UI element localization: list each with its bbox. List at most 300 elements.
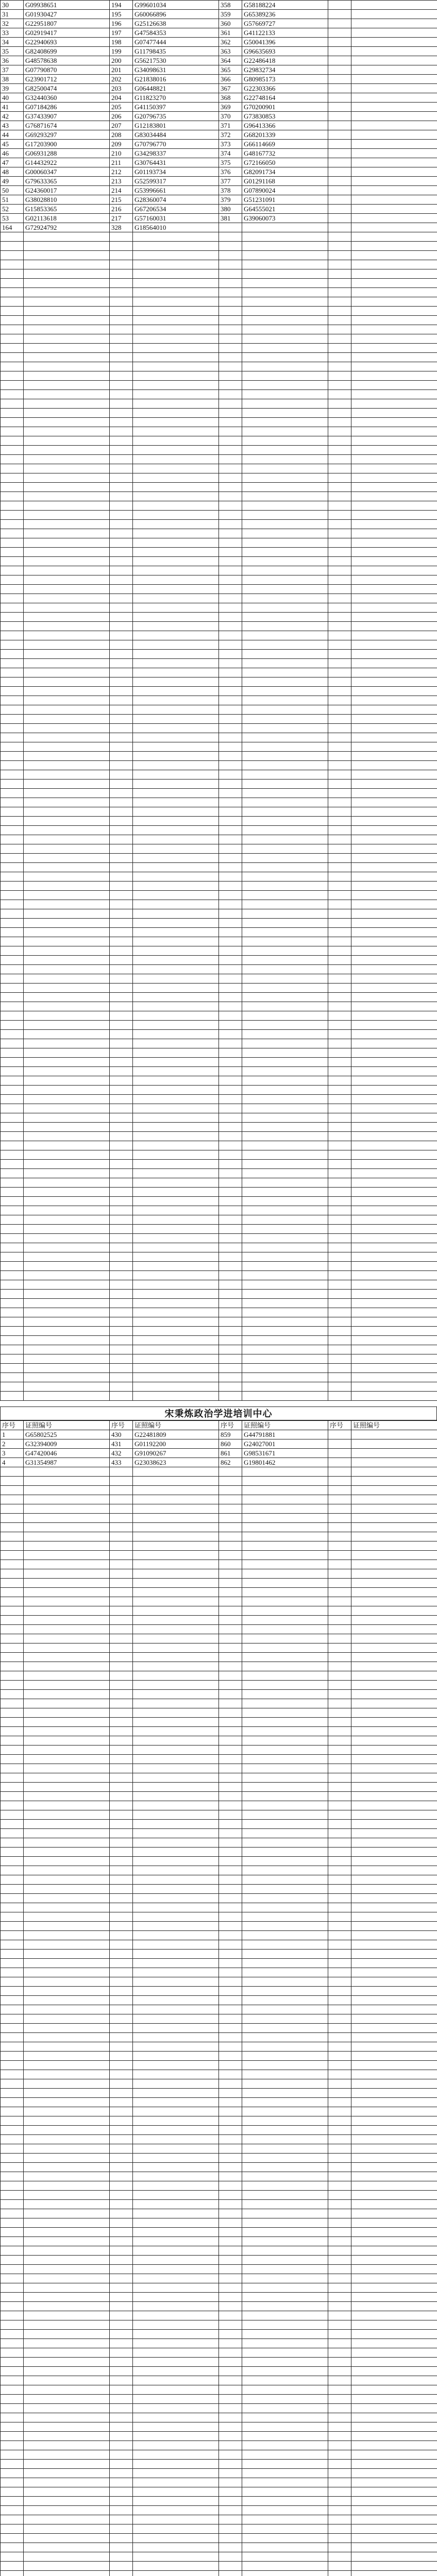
certificate-number-cell xyxy=(351,2033,437,2042)
serial-number-cell xyxy=(328,835,351,844)
certificate-number-cell xyxy=(24,1076,110,1086)
serial-number-cell xyxy=(219,1345,242,1354)
serial-number-cell xyxy=(328,2487,351,2497)
certificate-number-cell xyxy=(24,2330,110,2339)
serial-number-cell xyxy=(328,1169,351,1178)
serial-number-cell xyxy=(110,501,133,511)
column-header-no: 序号 xyxy=(1,1421,24,1430)
table-row xyxy=(1,511,437,520)
certificate-number-cell xyxy=(133,1810,219,1820)
serial-number-cell xyxy=(1,2506,24,2515)
serial-number-cell xyxy=(1,1950,24,1959)
certificate-number-cell xyxy=(24,1792,110,1801)
serial-number-cell xyxy=(1,1504,24,1514)
certificate-number-cell xyxy=(24,872,110,882)
serial-number-cell xyxy=(328,677,351,687)
serial-number-cell xyxy=(328,297,351,307)
serial-number-cell xyxy=(110,2562,133,2571)
serial-number-cell xyxy=(328,1225,351,1234)
serial-number-cell: 40 xyxy=(1,93,24,103)
serial-number-cell: 860 xyxy=(219,1439,242,1449)
table-row xyxy=(1,1662,437,1671)
serial-number-cell xyxy=(219,2070,242,2079)
serial-number-cell xyxy=(1,529,24,538)
certificate-number-cell xyxy=(351,1681,437,1690)
table-row xyxy=(1,1643,437,1653)
serial-number-cell: 380 xyxy=(219,205,242,214)
serial-number-cell xyxy=(1,2376,24,2385)
certificate-number-cell xyxy=(24,334,110,344)
certificate-number-cell xyxy=(351,715,437,724)
serial-number-cell xyxy=(1,2330,24,2339)
certificate-number-cell xyxy=(351,1987,437,1996)
serial-number-cell: 4 xyxy=(1,1458,24,1467)
roster-table-2-body xyxy=(1,1430,437,2576)
serial-number-cell xyxy=(219,1950,242,1959)
table-row xyxy=(1,177,437,186)
serial-number-cell xyxy=(110,2422,133,2432)
serial-number-cell xyxy=(328,1354,351,1364)
certificate-number-cell xyxy=(242,1076,328,1086)
serial-number-cell xyxy=(219,1299,242,1308)
serial-number-cell xyxy=(1,733,24,742)
serial-number-cell xyxy=(1,1327,24,1336)
certificate-number-cell xyxy=(133,2265,219,2274)
serial-number-cell xyxy=(110,2163,133,2172)
certificate-number-cell xyxy=(24,2163,110,2172)
certificate-number-cell xyxy=(133,1922,219,1931)
certificate-number-cell xyxy=(242,844,328,854)
serial-number-cell xyxy=(1,1829,24,1838)
serial-number-cell xyxy=(328,919,351,928)
serial-number-cell: 48 xyxy=(1,167,24,177)
certificate-number-cell xyxy=(351,334,437,344)
serial-number-cell xyxy=(219,974,242,984)
serial-number-cell xyxy=(219,409,242,418)
serial-number-cell xyxy=(328,362,351,371)
certificate-number-cell xyxy=(24,2218,110,2228)
certificate-number-cell xyxy=(133,2126,219,2135)
certificate-number-cell xyxy=(133,2135,219,2144)
certificate-number-cell xyxy=(351,242,437,251)
serial-number-cell xyxy=(328,2311,351,2320)
certificate-number-cell xyxy=(242,2042,328,2052)
serial-number-cell xyxy=(1,1625,24,1634)
serial-number-cell xyxy=(1,362,24,371)
serial-number-cell xyxy=(219,1643,242,1653)
serial-number-cell xyxy=(1,2469,24,2478)
certificate-number-cell xyxy=(242,1699,328,1708)
certificate-number-cell xyxy=(24,1058,110,1067)
certificate-number-cell xyxy=(24,631,110,640)
serial-number-cell xyxy=(1,1467,24,1477)
serial-number-cell xyxy=(328,2144,351,2154)
serial-number-cell xyxy=(219,1169,242,1178)
certificate-number-cell: G66114669 xyxy=(242,140,328,149)
serial-number-cell xyxy=(328,93,351,103)
serial-number-cell xyxy=(110,1141,133,1150)
serial-number-cell xyxy=(219,622,242,631)
serial-number-cell: 358 xyxy=(219,1,242,10)
certificate-number-cell xyxy=(133,473,219,483)
certificate-number-cell xyxy=(242,854,328,863)
table-row xyxy=(1,1141,437,1150)
certificate-number-cell xyxy=(133,1486,219,1495)
serial-number-cell xyxy=(219,353,242,362)
serial-number-cell xyxy=(110,1058,133,1067)
certificate-number-cell xyxy=(351,232,437,242)
table-row xyxy=(1,2163,437,2172)
certificate-number-cell xyxy=(242,1178,328,1188)
certificate-number-cell xyxy=(242,1829,328,1838)
serial-number-cell xyxy=(219,1477,242,1486)
certificate-number-cell xyxy=(133,1773,219,1783)
serial-number-cell: 195 xyxy=(110,10,133,19)
certificate-number-cell xyxy=(24,882,110,891)
certificate-number-cell xyxy=(351,807,437,817)
serial-number-cell xyxy=(219,2024,242,2033)
certificate-number-cell xyxy=(351,353,437,362)
certificate-number-cell xyxy=(133,1290,219,1299)
certificate-number-cell xyxy=(242,1290,328,1299)
certificate-number-cell xyxy=(24,1708,110,1718)
serial-number-cell xyxy=(219,1252,242,1262)
serial-number-cell xyxy=(328,1271,351,1280)
certificate-number-cell xyxy=(24,1382,110,1392)
serial-number-cell xyxy=(328,1606,351,1616)
certificate-number-cell xyxy=(242,1838,328,1848)
serial-number-cell xyxy=(328,1458,351,1467)
certificate-number-cell: G65802525 xyxy=(24,1430,110,1439)
certificate-number-cell xyxy=(351,1449,437,1458)
certificate-number-cell xyxy=(133,984,219,993)
certificate-number-cell xyxy=(351,2376,437,2385)
serial-number-cell xyxy=(219,1532,242,1541)
serial-number-cell xyxy=(110,2497,133,2506)
serial-number-cell xyxy=(110,1838,133,1848)
serial-number-cell xyxy=(1,1996,24,2005)
serial-number-cell xyxy=(110,511,133,520)
certificate-number-cell xyxy=(24,622,110,631)
certificate-number-cell xyxy=(133,1206,219,1215)
serial-number-cell xyxy=(110,2098,133,2107)
certificate-number-cell xyxy=(133,455,219,464)
serial-number-cell xyxy=(1,761,24,770)
certificate-number-cell xyxy=(133,1606,219,1616)
serial-number-cell xyxy=(1,2256,24,2265)
certificate-number-cell xyxy=(351,2339,437,2348)
certificate-number-cell xyxy=(24,2135,110,2144)
certificate-number-cell xyxy=(351,1875,437,1885)
table-row xyxy=(1,2534,437,2543)
serial-number-cell xyxy=(110,2135,133,2144)
certificate-number-cell xyxy=(242,1271,328,1280)
serial-number-cell xyxy=(1,538,24,548)
certificate-number-cell xyxy=(242,279,328,288)
serial-number-cell: 51 xyxy=(1,195,24,205)
serial-number-cell xyxy=(328,1373,351,1382)
table-row xyxy=(1,1439,437,1449)
serial-number-cell xyxy=(1,696,24,705)
certificate-number-cell xyxy=(24,2237,110,2246)
serial-number-cell xyxy=(1,817,24,826)
serial-number-cell xyxy=(110,1197,133,1206)
serial-number-cell xyxy=(110,399,133,409)
serial-number-cell xyxy=(1,1875,24,1885)
serial-number-cell xyxy=(328,2265,351,2274)
certificate-number-cell xyxy=(242,1597,328,1606)
serial-number-cell xyxy=(1,2395,24,2404)
serial-number-cell xyxy=(219,2432,242,2441)
certificate-number-cell xyxy=(351,1736,437,1745)
table-row xyxy=(1,2395,437,2404)
serial-number-cell xyxy=(110,1373,133,1382)
certificate-number-cell xyxy=(24,1317,110,1327)
serial-number-cell xyxy=(110,1987,133,1996)
certificate-number-cell xyxy=(242,1104,328,1113)
serial-number-cell xyxy=(110,946,133,956)
certificate-number-cell xyxy=(351,2330,437,2339)
certificate-number-cell xyxy=(351,2293,437,2302)
certificate-number-cell xyxy=(351,2367,437,2376)
serial-number-cell xyxy=(1,1095,24,1104)
certificate-number-cell xyxy=(242,1086,328,1095)
serial-number-cell xyxy=(1,1662,24,1671)
serial-number-cell xyxy=(219,232,242,242)
serial-number-cell xyxy=(110,2005,133,2014)
certificate-number-cell xyxy=(242,1523,328,1532)
certificate-number-cell xyxy=(351,965,437,974)
certificate-number-cell xyxy=(242,1252,328,1262)
serial-number-cell xyxy=(219,965,242,974)
certificate-number-cell xyxy=(351,214,437,223)
serial-number-cell xyxy=(328,2033,351,2042)
serial-number-cell xyxy=(110,937,133,946)
serial-number-cell xyxy=(328,1364,351,1373)
table-row xyxy=(1,1588,437,1597)
certificate-number-cell xyxy=(351,2005,437,2014)
certificate-number-cell xyxy=(133,269,219,279)
table-row xyxy=(1,483,437,492)
certificate-number-cell xyxy=(24,891,110,900)
certificate-number-cell xyxy=(24,2042,110,2052)
table-row xyxy=(1,761,437,770)
certificate-number-cell xyxy=(133,1801,219,1810)
certificate-number-cell xyxy=(242,1810,328,1820)
serial-number-cell xyxy=(110,965,133,974)
certificate-number-cell xyxy=(24,1848,110,1857)
serial-number-cell xyxy=(328,1532,351,1541)
certificate-number-cell xyxy=(24,1048,110,1058)
table-row xyxy=(1,1030,437,1039)
table-row xyxy=(1,427,437,436)
serial-number-cell xyxy=(110,1736,133,1745)
serial-number-cell xyxy=(1,2497,24,2506)
serial-number-cell: 862 xyxy=(219,1458,242,1467)
certificate-number-cell xyxy=(351,1271,437,1280)
serial-number-cell xyxy=(328,2422,351,2432)
certificate-number-cell xyxy=(242,2348,328,2358)
serial-number-cell xyxy=(219,2200,242,2209)
serial-number-cell xyxy=(219,1317,242,1327)
certificate-number-cell: G44791881 xyxy=(242,1430,328,1439)
certificate-number-cell xyxy=(133,1616,219,1625)
serial-number-cell xyxy=(328,1299,351,1308)
certificate-number-cell xyxy=(133,2209,219,2218)
serial-number-cell xyxy=(219,956,242,965)
serial-number-cell xyxy=(219,1271,242,1280)
serial-number-cell xyxy=(110,752,133,761)
serial-number-cell xyxy=(328,2562,351,2571)
serial-number-cell xyxy=(1,483,24,492)
table-row xyxy=(1,640,437,650)
serial-number-cell xyxy=(219,483,242,492)
serial-number-cell xyxy=(328,2441,351,2450)
certificate-number-cell xyxy=(351,1354,437,1364)
table-row xyxy=(1,149,437,158)
certificate-number-cell xyxy=(242,603,328,613)
certificate-number-cell xyxy=(24,353,110,362)
certificate-number-cell xyxy=(351,668,437,677)
certificate-number-cell xyxy=(351,47,437,56)
serial-number-cell xyxy=(328,2348,351,2358)
certificate-number-cell xyxy=(133,2497,219,2506)
serial-number-cell xyxy=(219,446,242,455)
certificate-number-cell xyxy=(242,1764,328,1773)
serial-number-cell xyxy=(219,362,242,371)
serial-number-cell xyxy=(1,297,24,307)
certificate-number-cell xyxy=(133,863,219,872)
certificate-number-cell xyxy=(242,2107,328,2116)
table-row xyxy=(1,1606,437,1616)
certificate-number-cell xyxy=(242,2302,328,2311)
serial-number-cell xyxy=(110,1477,133,1486)
certificate-number-cell xyxy=(351,2348,437,2358)
table-row xyxy=(1,779,437,789)
serial-number-cell xyxy=(110,789,133,798)
serial-number-cell xyxy=(1,650,24,659)
table-row xyxy=(1,742,437,752)
serial-number-cell xyxy=(219,2562,242,2571)
serial-number-cell xyxy=(1,1708,24,1718)
serial-number-cell xyxy=(219,1039,242,1048)
serial-number-cell xyxy=(1,1718,24,1727)
certificate-number-cell xyxy=(242,307,328,316)
certificate-number-cell xyxy=(24,1345,110,1354)
certificate-number-cell xyxy=(24,1820,110,1829)
certificate-number-cell xyxy=(24,2033,110,2042)
certificate-number-cell xyxy=(351,288,437,297)
serial-number-cell xyxy=(328,140,351,149)
serial-number-cell xyxy=(328,177,351,186)
serial-number-cell xyxy=(110,371,133,381)
serial-number-cell xyxy=(328,1931,351,1940)
certificate-number-cell xyxy=(351,1364,437,1373)
certificate-number-cell xyxy=(242,2358,328,2367)
certificate-number-cell xyxy=(242,1532,328,1541)
certificate-number-cell xyxy=(351,205,437,214)
serial-number-cell xyxy=(219,2061,242,2070)
certificate-number-cell xyxy=(133,715,219,724)
certificate-number-cell xyxy=(133,798,219,807)
serial-number-cell xyxy=(328,167,351,177)
serial-number-cell xyxy=(219,2450,242,2460)
certificate-number-cell xyxy=(24,1922,110,1931)
serial-number-cell xyxy=(110,1495,133,1504)
certificate-number-cell xyxy=(351,511,437,520)
certificate-number-cell xyxy=(133,1011,219,1021)
serial-number-cell xyxy=(328,186,351,195)
serial-number-cell xyxy=(328,557,351,566)
certificate-number-cell xyxy=(133,1940,219,1950)
table-row xyxy=(1,1699,437,1708)
certificate-number-cell xyxy=(24,297,110,307)
table-row xyxy=(1,715,437,724)
certificate-number-cell xyxy=(351,1838,437,1848)
certificate-number-cell xyxy=(242,1625,328,1634)
serial-number-cell xyxy=(219,2246,242,2256)
certificate-number-cell xyxy=(133,2404,219,2413)
certificate-number-cell xyxy=(351,1560,437,1569)
certificate-number-cell xyxy=(133,1903,219,1912)
serial-number-cell xyxy=(110,2524,133,2534)
certificate-number-cell xyxy=(24,1095,110,1104)
serial-number-cell xyxy=(110,1773,133,1783)
certificate-number-cell xyxy=(24,1290,110,1299)
certificate-number-cell xyxy=(351,1903,437,1912)
certificate-number-cell xyxy=(133,1838,219,1848)
serial-number-cell xyxy=(110,1690,133,1699)
serial-number-cell xyxy=(110,1271,133,1280)
serial-number-cell xyxy=(219,1113,242,1123)
serial-number-cell xyxy=(219,1736,242,1745)
certificate-number-cell xyxy=(24,1838,110,1848)
certificate-number-cell xyxy=(133,2116,219,2126)
certificate-number-cell xyxy=(242,668,328,677)
certificate-number-cell xyxy=(24,1532,110,1541)
certificate-number-cell xyxy=(242,882,328,891)
serial-number-cell xyxy=(110,909,133,919)
serial-number-cell xyxy=(328,1160,351,1169)
serial-number-cell xyxy=(110,1681,133,1690)
serial-number-cell xyxy=(1,2302,24,2311)
table-row xyxy=(1,1364,437,1373)
table-row xyxy=(1,1532,437,1541)
serial-number-cell xyxy=(219,2079,242,2089)
serial-number-cell xyxy=(219,2320,242,2330)
table-row xyxy=(1,1021,437,1030)
table-row xyxy=(1,891,437,900)
serial-number-cell xyxy=(219,2460,242,2469)
serial-number-cell xyxy=(219,1336,242,1345)
serial-number-cell xyxy=(219,1197,242,1206)
serial-number-cell xyxy=(328,1308,351,1317)
serial-number-cell xyxy=(219,1382,242,1392)
certificate-number-cell xyxy=(242,2441,328,2450)
certificate-number-cell xyxy=(351,2228,437,2237)
certificate-number-cell xyxy=(351,1234,437,1243)
table-row xyxy=(1,195,437,205)
serial-number-cell xyxy=(328,520,351,529)
certificate-number-cell: G56217530 xyxy=(133,56,219,65)
serial-number-cell xyxy=(328,1959,351,1968)
certificate-number-cell: G22748164 xyxy=(242,93,328,103)
certificate-number-cell xyxy=(133,1996,219,2005)
serial-number-cell xyxy=(1,2024,24,2033)
serial-number-cell xyxy=(1,2033,24,2042)
certificate-number-cell xyxy=(351,2534,437,2543)
serial-number-cell xyxy=(328,232,351,242)
